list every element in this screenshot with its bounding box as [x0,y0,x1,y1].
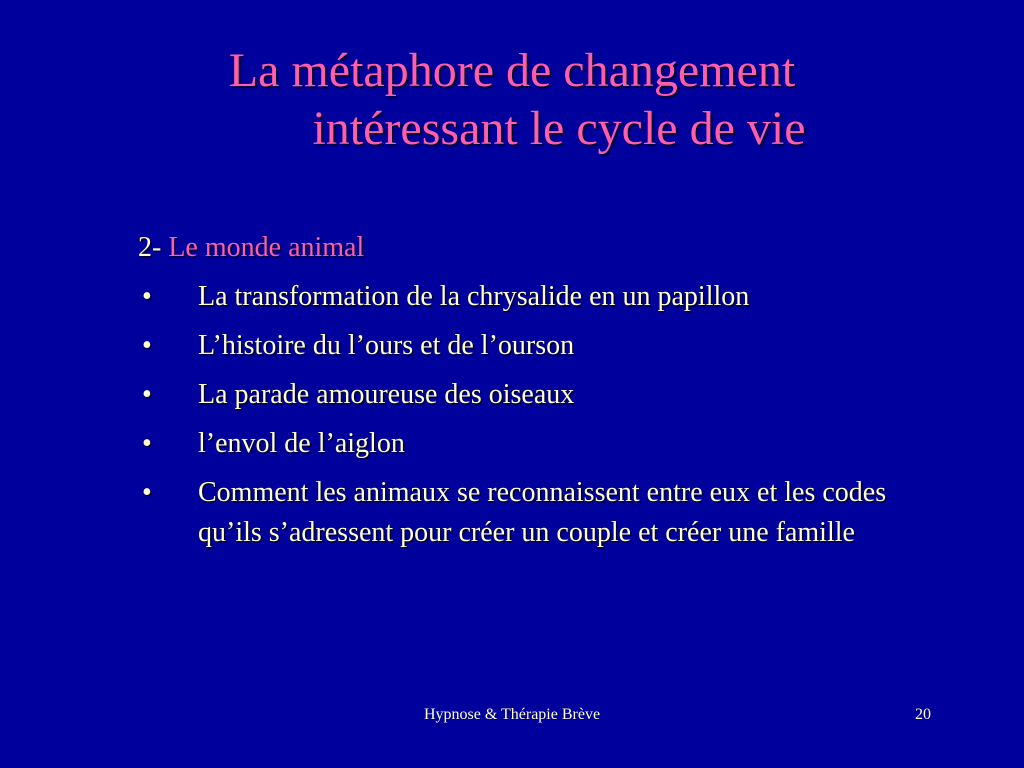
section-subheading [138,228,928,268]
bullet-icon: • [142,281,152,312]
title-line-1: La métaphore de changement [228,44,796,97]
section-label: Le monde animal [168,232,365,263]
page-number: 20 [915,706,931,723]
bullet-icon: • [142,477,152,508]
bullet-text: La parade amoureuse des oiseaux [198,379,575,410]
section-number: 2- [138,232,162,263]
bullet-text: La transformation de la chrysalide en un papillon [198,281,750,312]
bullet-item [138,473,928,553]
bullet-item [138,375,928,415]
footer-text: Hypnose & Thérapie Brève [423,706,601,723]
slide-title [0,42,1024,158]
bullet-item [138,326,928,366]
bullet-list [138,277,928,553]
bullet-icon: • [142,428,152,459]
bullet-text: L’histoire du l’ours et de l’ourson [198,330,575,361]
bullet-text: Comment les animaux se reconnaissent entre eux et les codes qu’ils s’adressent pour créer un couple et créer une famille [198,477,887,548]
bullet-icon: • [142,379,152,410]
bullet-icon: • [142,330,152,361]
bullet-item [138,424,928,464]
slide-body [138,228,928,562]
title-line-2: intéressant le cycle de vie [312,102,806,155]
bullet-item [138,277,928,317]
bullet-text: l’envol de l’aiglon [198,428,405,459]
